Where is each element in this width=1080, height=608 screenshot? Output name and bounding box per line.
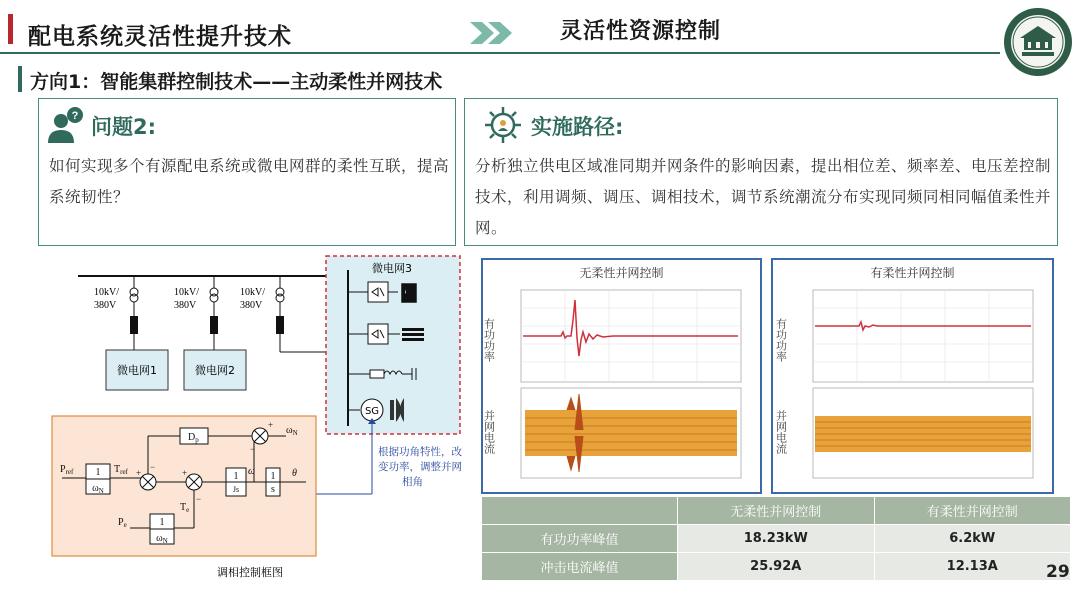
microgrid-3-label: 微电网3 — [372, 262, 412, 275]
path-heading: 实施路径: — [531, 115, 624, 139]
minus-sign-3: − — [250, 444, 256, 454]
chevron-right-icon — [470, 22, 518, 44]
battery-icon — [402, 284, 416, 302]
plot-title-with: 有柔性并网控制 — [870, 266, 955, 280]
path-text: 分析独立供电区域准同期并网条件的影响因素，提出相位差、频率差、电压差控制技术，利用调频、调压、调相技术，调节系统潮流分布实现同频同相同幅值柔性并网。 — [475, 157, 1052, 237]
comparison-table — [481, 496, 1071, 581]
transformer-2-low: 380V — [174, 300, 197, 311]
table-header-cell: 有柔性并网控制 — [874, 497, 1071, 525]
table-header-cell: 无柔性并网控制 — [678, 497, 875, 525]
y-label-current-without: 并网电流 — [483, 410, 496, 454]
plus-sign-1: + — [136, 468, 142, 478]
tref-label: $T_{ref}$ — [114, 464, 128, 476]
annotation-line-1: 根据功角特性，改 — [378, 446, 462, 458]
question-heading: 问题2: — [91, 115, 157, 139]
topic-title: 灵活性资源控制 — [560, 19, 722, 44]
transformer-branch-1 — [94, 276, 138, 350]
plus-sign-3: + — [268, 420, 274, 430]
waveform-without-control — [483, 260, 764, 496]
microgrid-1-label: 微电网1 — [117, 364, 157, 377]
table-header-cell — [482, 497, 678, 525]
table-header-row — [482, 497, 1071, 525]
annotation-line-2: 变功率，调整并网 — [378, 461, 462, 473]
svg-text:?: ? — [71, 110, 79, 122]
plus-sign-2: + — [182, 468, 188, 478]
pe-label: $P_e$ — [118, 517, 127, 529]
sg-label: SG — [364, 406, 380, 417]
transformer-3-low: 380V — [240, 300, 263, 311]
slide-header — [0, 0, 1080, 60]
power-peak-without: 18.23kW — [678, 525, 875, 553]
header-divider — [0, 52, 1000, 54]
pv-panel-icon — [402, 328, 424, 341]
waveform-with-control — [773, 260, 1056, 496]
user-question-icon — [45, 105, 85, 145]
grid-connection-diagram — [50, 250, 470, 590]
section-title: 方向1：智能集群控制技术——主动柔性并网技术 — [30, 71, 443, 93]
te-label: $T_e$ — [180, 502, 190, 514]
microgrid-2-label: 微电网2 — [195, 364, 235, 377]
integrator-num: 1 — [270, 471, 276, 482]
current-band-without — [525, 410, 737, 456]
table-row — [482, 525, 1071, 553]
plot-title-without: 无柔性并网控制 — [579, 266, 664, 280]
current-peak-without: 25.92A — [678, 553, 875, 581]
inertia-den: Js — [232, 485, 240, 494]
transformer-3-high: 10kV/ — [240, 287, 265, 298]
transformer-1-low: 380V — [94, 300, 117, 311]
page-number: 29 — [1046, 562, 1070, 582]
gain-1-num: 1 — [95, 467, 101, 478]
y-label-power-with: 有功功率 — [774, 318, 788, 362]
transformer-branch-2 — [174, 276, 218, 350]
implementation-path-box — [464, 98, 1058, 246]
y-label-power-without: 有功功率 — [483, 318, 496, 362]
pref-label: $P_{ref}$ — [60, 464, 74, 476]
row-label-current-peak: 冲击电流峰值 — [482, 553, 678, 581]
transformer-2-high: 10kV/ — [174, 287, 199, 298]
power-peak-with: 6.2kW — [874, 525, 1071, 553]
slide-title: 配电系统灵活性提升技术 — [28, 24, 292, 50]
theta-label: θ — [292, 468, 297, 479]
section-accent-bar — [18, 66, 22, 92]
annotation-line-3: 相角 — [402, 476, 423, 488]
gain-2-num: 1 — [159, 517, 165, 528]
transformer-1-high: 10kV/ — [94, 287, 119, 298]
inertia-num: 1 — [233, 471, 239, 482]
omega-n-feedback-label: $\omega_N$ — [286, 425, 298, 437]
gain-1-den: $\omega_N$ — [92, 483, 104, 495]
gear-icon — [483, 105, 523, 145]
minus-sign-1: − — [150, 462, 156, 472]
omega-label: ω — [248, 466, 256, 477]
y-label-current-with: 并网电流 — [774, 410, 788, 454]
dp-label: $D_p$ — [188, 432, 199, 444]
plot-panel-with-control — [771, 258, 1054, 494]
question-text: 如何实现多个有源配电系统或微电网群的柔性互联，提高系统韧性？ — [49, 157, 450, 206]
integrator-den: s — [271, 484, 275, 495]
minus-sign-2: − — [196, 494, 202, 504]
university-seal-logo — [1002, 6, 1074, 78]
current-peak-with: 12.13A — [874, 553, 1071, 581]
question-box — [38, 98, 456, 246]
control-diagram-caption: 调相控制框图 — [217, 566, 283, 579]
resistor-icon — [370, 370, 384, 378]
plot-panel-without-control — [481, 258, 762, 494]
header-accent-bar — [8, 14, 13, 44]
gain-2-den: $\omega_N$ — [156, 533, 168, 545]
table-row — [482, 553, 1071, 581]
row-label-power-peak: 有功功率峰值 — [482, 525, 678, 553]
